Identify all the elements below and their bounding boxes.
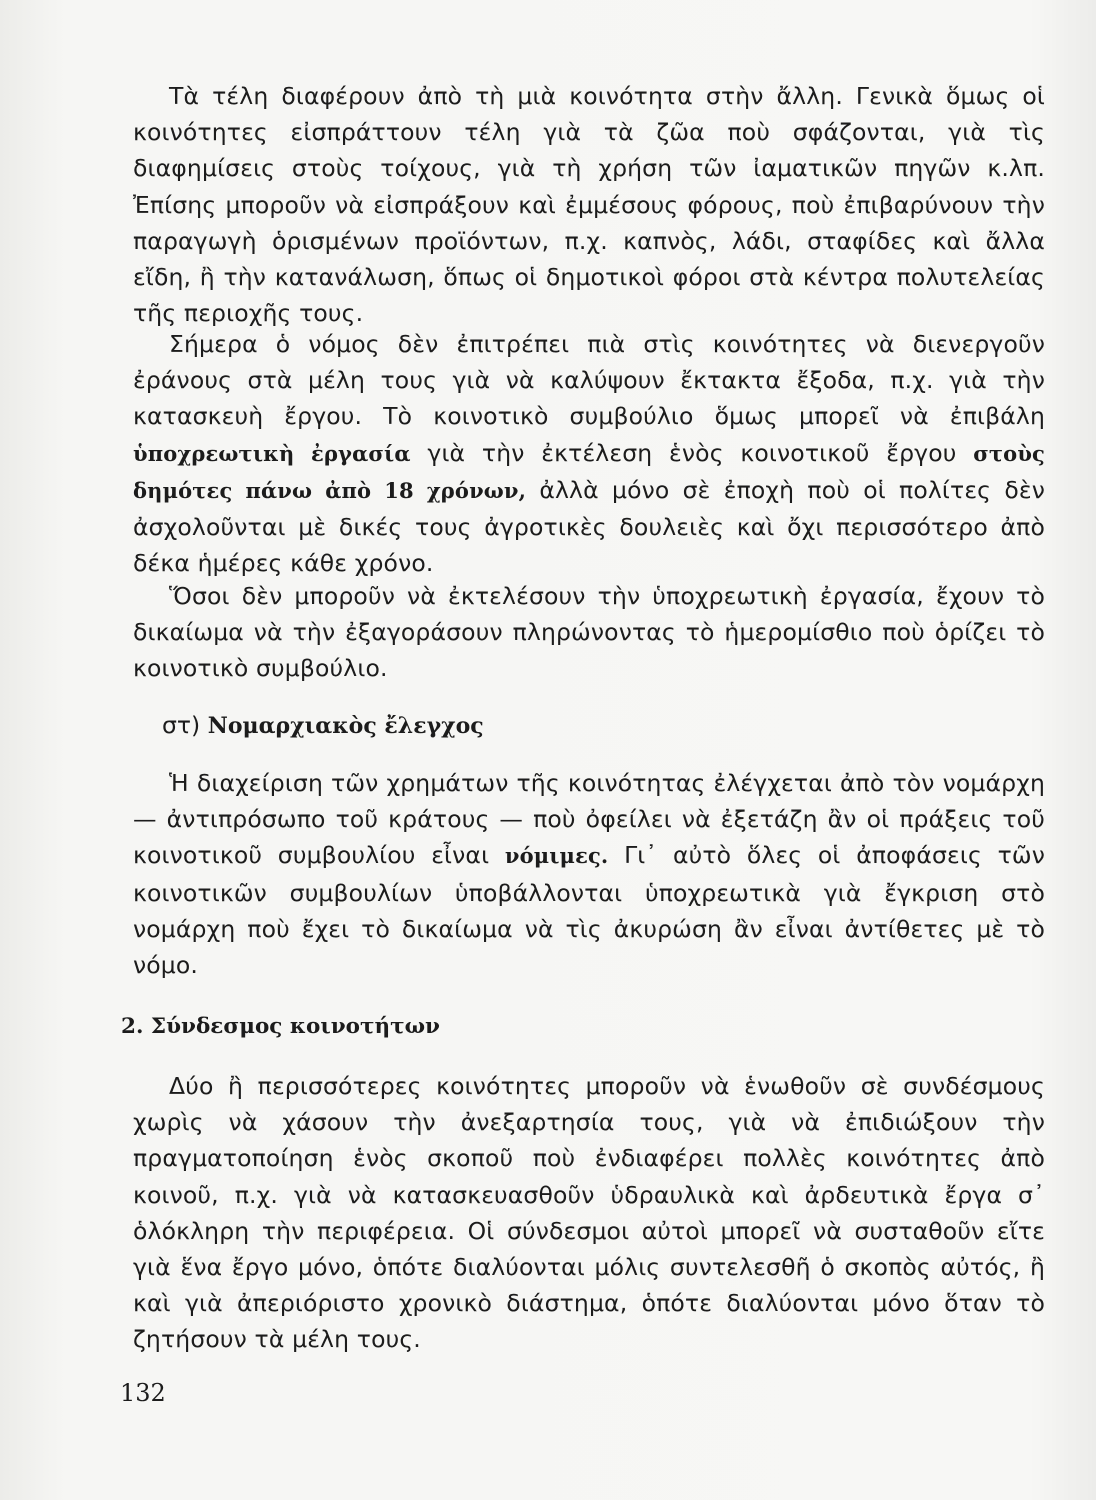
paragraph-text-segment: Γι᾽ αὐτὸ ὅλες οἱ ἀποφάσεις τῶν κοινοτικῶν συμβουλίων ὑποβάλλονται ὑποχρεωτικὰ γιὰ ἔγκριση στὸ νομάρχη ποὺ ἔχει τὸ δικαίωμα νὰ τὶς ἀκυρώση ἂν εἶναι ἀντίθετες μὲ τὸ νόμο. bbox=[133, 841, 1045, 980]
paragraph-text-segment: ἀλλὰ μόνο σὲ ἐποχὴ ποὺ οἱ πολίτες δὲν ἀσχολοῦνται μὲ δικές τους ἀγροτικὲς δουλειὲς καὶ ὄχι περισσότερο ἀπὸ δέκα ἡμέρες κάθε χρόνο. bbox=[133, 475, 1046, 578]
paragraph-buyout-text: Ὅσοι δὲν μποροῦν νὰ ἐκτελέσουν τὴν ὑποχρεωτικὴ ἐργασία, ἔχουν τὸ δικαίωμα νὰ τὴν ἐξαγοράσουν πληρώνοντας τὸ ἡμερομίσθιο ποὺ ὁρίζει τὸ κοινοτικὸ συμβούλιο. bbox=[133, 582, 1045, 683]
paragraph-unions-text: Δύο ἢ περισσότερες κοινότητες μποροῦν νὰ ἑνωθοῦν σὲ συνδέσμους χωρὶς νὰ χάσουν τὴν ἀνεξαρτησία τους, γιὰ νὰ ἐπιδιώξουν τὴν πραγματοποίηση ἑνὸς σκοποῦ ποὺ ἐνδιαφέρει πολλὲς κοινότητες ἀπὸ κοινοῦ, π.χ. γιὰ νὰ κατασκευασθοῦν ὑδραυλικὰ καὶ ἀρδευτικὰ ἔργα σ᾽ ὁλόκληρη τὴν περιφέρεια. Οἱ σύνδεσμοι αὐτοὶ μπορεῖ νὰ συσταθοῦν εἴτε γιὰ ἕνα ἔργο μόνο, ὁπότε διαλύονται μόλις συντελεσθῆ ὁ σκοπὸς αὐτός, ἢ καὶ γιὰ ἀπεριόριστο χρονικὸ διάστημα, ὁπότε διαλύονται μόνο ὅταν τὸ ζητήσουν τὰ μέλη τους. bbox=[133, 1072, 1045, 1354]
section-heading-prefecture-control bbox=[162, 711, 484, 739]
bold-term-citizens-over-18: στοὺς δημότες πάνω ἀπὸ 18 χρόνων, bbox=[133, 440, 1045, 503]
section-title: Νομαρχιακὸς ἔλεγχος bbox=[207, 713, 484, 739]
paragraph-text-segment: Σήμερα ὁ νόμος δὲν ἐπιτρέπει πιὰ στὶς κοινότητες νὰ διενεργοῦν ἐράνους στὰ μέλη τους γιὰ νὰ καλύψουν ἔκτακτα ἔξοδα, π.χ. γιὰ τὴν κατασκευὴ ἔργου. Τὸ κοινοτικὸ συμβούλιο ὅμως μπορεῖ νὰ ἐπιβάλη bbox=[133, 330, 1045, 431]
paragraph-compulsory-work bbox=[133, 326, 1045, 581]
paragraph-fees bbox=[133, 78, 1045, 331]
paragraph-text-segment: Ἡ διαχείριση τῶν χρημάτων τῆς κοινότητας ἐλέγχεται ἀπὸ τὸν νομάρχη — ἀντιπρόσωπο τοῦ κράτους — ποὺ ὀφείλει νὰ ἐξετάζη ἂν οἱ πράξεις τοῦ κοινοτικοῦ συμβουλίου εἶναι bbox=[133, 769, 1045, 870]
paragraph-fees-text: Τὰ τέλη διαφέρουν ἀπὸ τὴ μιὰ κοινότητα στὴν ἄλλη. Γενικὰ ὅμως οἱ κοινότητες εἰσπράττουν τέλη γιὰ τὰ ζῶα ποὺ σφάζονται, γιὰ τὶς διαφημίσεις στοὺς τοίχους, γιὰ τὴ χρήση τῶν ἰαματικῶν πηγῶν κ.λπ. Ἐπίσης μποροῦν νὰ εἰσπράξουν καὶ ἐμμέσους φόρους, ποὺ ἐπιβαρύνουν τὴν παραγωγὴ ὁρισμένων προϊόντων, π.χ. καπνὸς, λάδι, σταφίδες καὶ ἄλλα εἴδη, ἢ τὴν κατανάλωση, ὅπως οἱ δημοτικοὶ φόροι στὰ κέντρα πολυτελείας τῆς περιοχῆς τους. bbox=[133, 82, 1045, 328]
page-number: 132 bbox=[120, 1379, 166, 1407]
bold-term-lawful: νόμιμες. bbox=[504, 843, 609, 869]
paragraph-unions bbox=[133, 1068, 1045, 1358]
bold-term-compulsory-work: ὑποχρεωτικὴ ἐργασία bbox=[133, 440, 411, 466]
section-label: στ) bbox=[162, 711, 201, 739]
section-heading-union-of-communities: 2. Σύνδεσμος κοινοτήτων bbox=[121, 1014, 440, 1039]
paragraph-prefect-control bbox=[133, 765, 1045, 983]
paragraph-text-segment: γιὰ τὴν ἐκτέλεση ἑνὸς κοινοτικοῦ ἔργου bbox=[427, 438, 957, 467]
paragraph-buyout bbox=[133, 578, 1045, 687]
